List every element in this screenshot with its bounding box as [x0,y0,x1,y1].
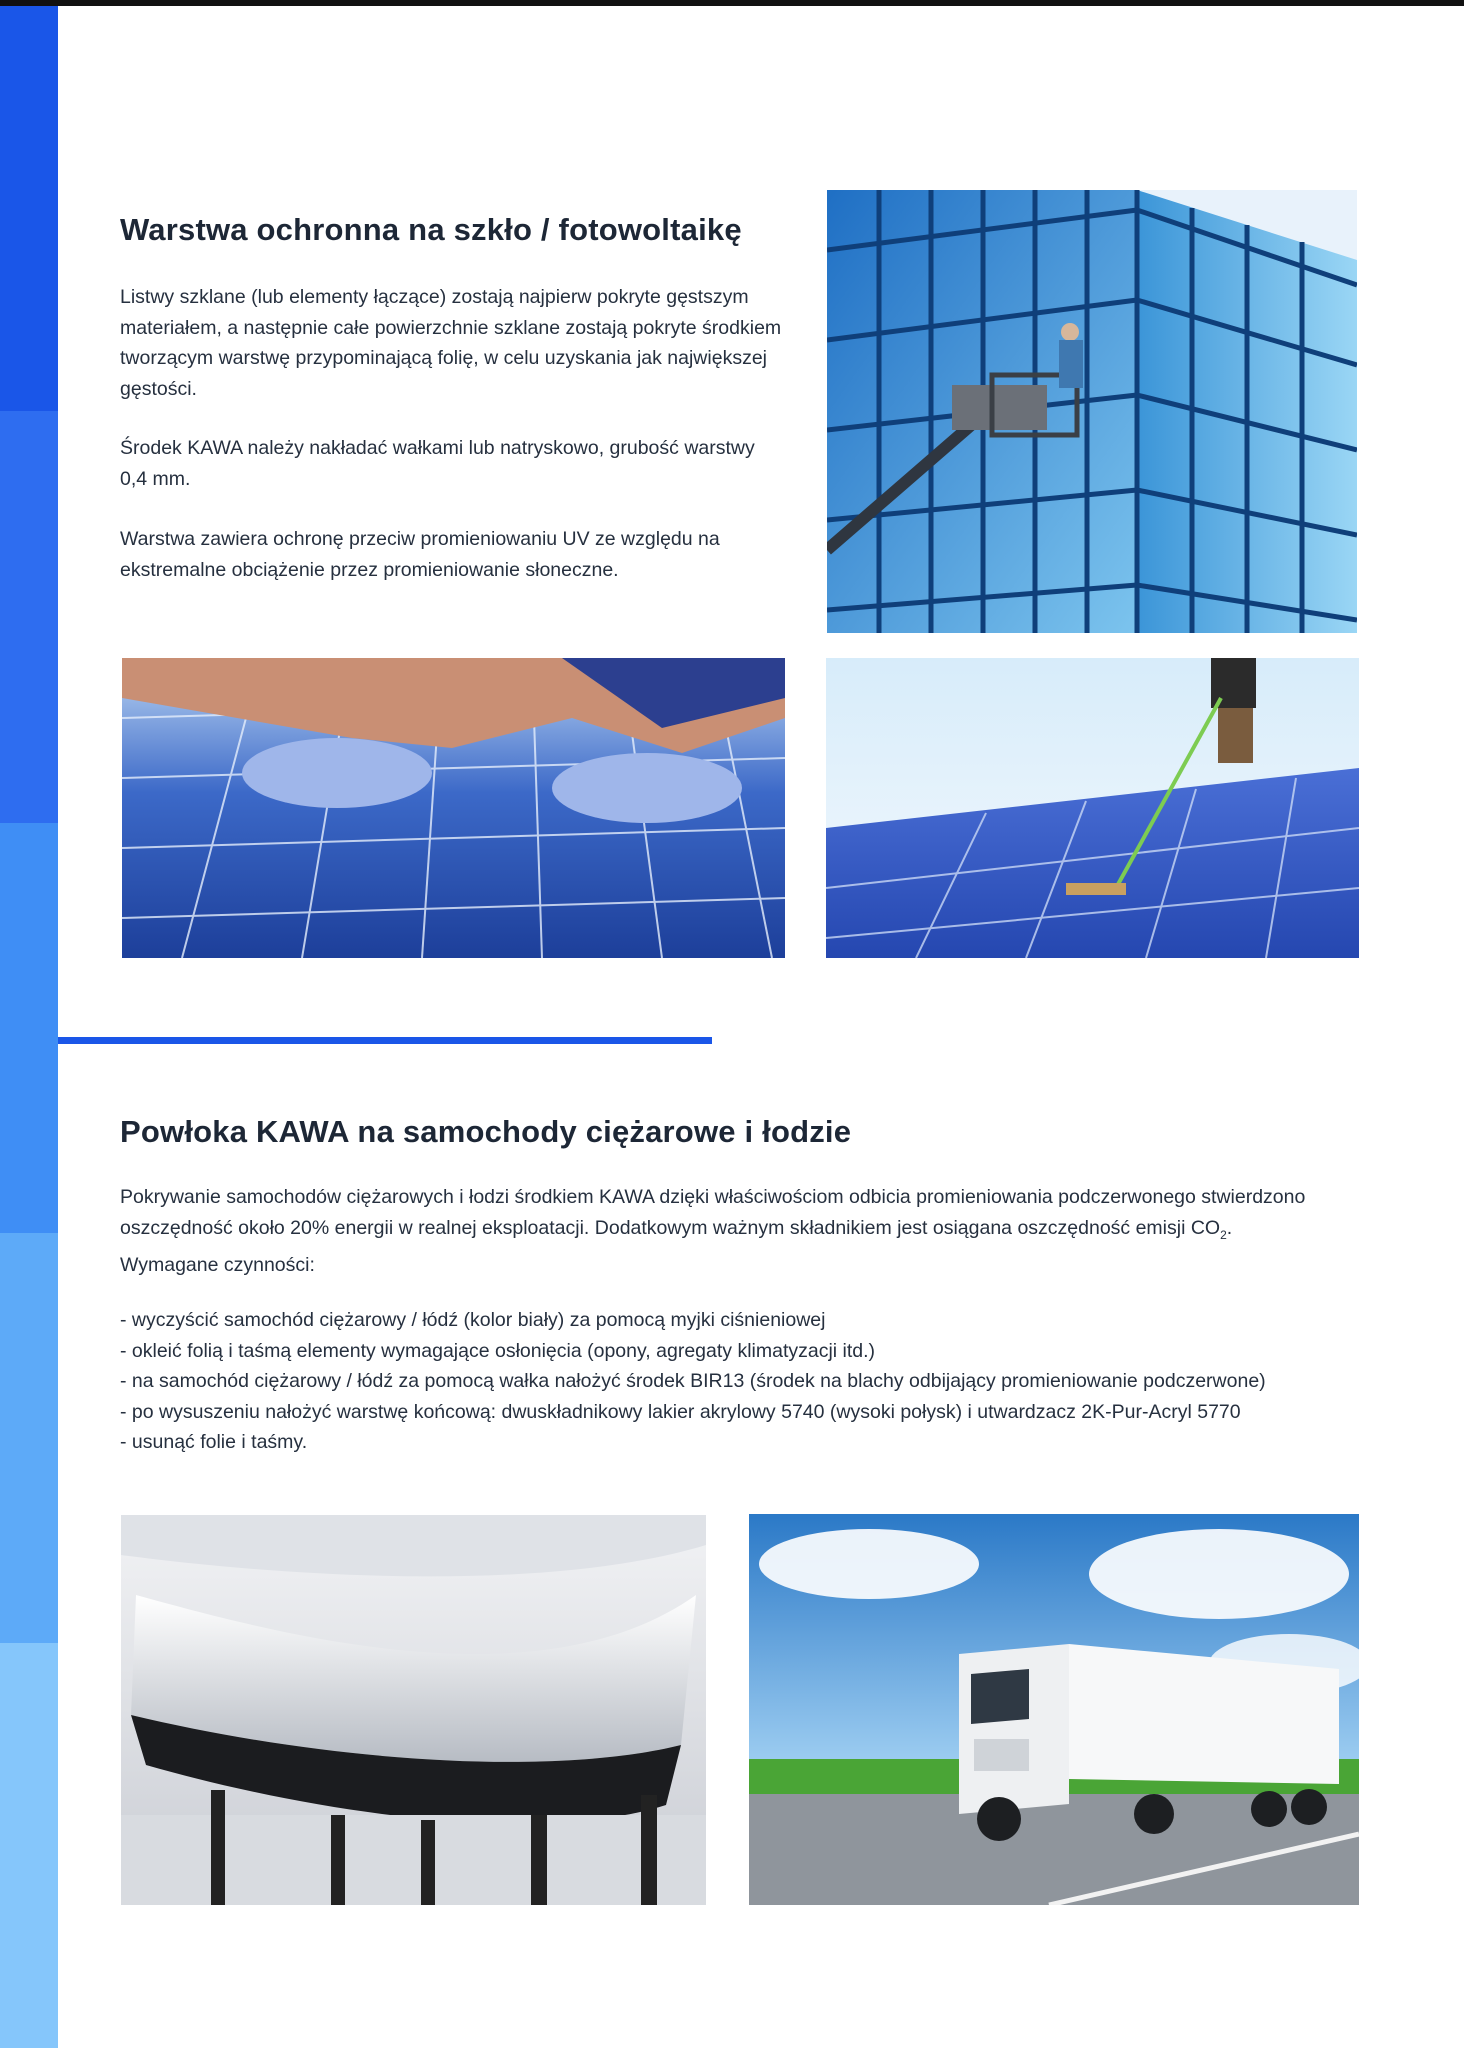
side-color-band [0,6,58,411]
side-color-band [0,1233,58,1643]
boat-hull-photo [121,1515,706,1905]
list-item: - usunąć folie i taśmy. [120,1431,308,1453]
section-divider [58,1037,712,1044]
paragraph-glass-2: Środek KAWA należy nakładać wałkami lub natryskowo, grubość warstwy 0,4 mm. [120,437,755,490]
glass-building-photo [827,190,1357,633]
top-rule [0,0,1464,6]
cleaning-solar-panel-photo [826,658,1359,958]
side-color-band [0,411,58,823]
section-title-trucks-boats: Powłoka KAWA na samochody ciężarowe i łodzie [120,1114,852,1149]
side-color-band [0,823,58,1233]
paragraph-glass-1: Listwy szklane (lub elementy łączące) zostają najpierw pokryte gęstszym materiałem, a następnie całe powierzchnie szklane zostają pokryte środkiem tworzącym warstwę przypominającą folię, w celu uzyskania jak największej gęstości. [120,286,782,400]
section-title-glass: Warstwa ochronna na szkło / fotowoltaikę [120,212,742,247]
required-actions-label: Wymagane czynności: [120,1253,315,1276]
white-truck-photo [749,1514,1359,1905]
paragraph-trucks-intro [120,1182,1370,1280]
side-color-band [0,1643,58,2048]
intro-text: Pokrywanie samochodów ciężarowych i łodzi środkiem KAWA dzięki właściwościom odbicia promieniowania podczerwonego stwierdzono oszczędność około 20% energii w realnej eksploatacji. Dodatkowym ważnym składnikiem jest osiągana oszczędność emisji CO [120,1186,1306,1239]
list-item: - wyczyścić samochód ciężarowy / łódź (kolor biały) za pomocą myjki ciśnieniowej [120,1309,826,1331]
co2-subscript: 2 [1220,1227,1227,1242]
list-item: - po wysuszeniu nałożyć warstwę końcową: dwuskładnikowy lakier akrylowy 5740 (wysoki połysk) i utwardzacz 2K-Pur-Acryl 5770 [120,1400,1241,1423]
steps-list [120,1305,1370,1458]
list-item: - na samochód ciężarowy / łódź za pomocą wałka nałożyć środek BIR13 (środek na blachy odbijający promieniowanie podczerwone) [120,1370,1266,1392]
hands-solar-panel-photo [122,658,785,958]
list-item: - okleić folią i taśmą elementy wymagające osłonięcia (opony, agregaty klimatyzacji itd.) [120,1339,876,1362]
paragraph-glass-3: Warstwa zawiera ochronę przeciw promieniowaniu UV ze względu na ekstremalne obciążenie przez promieniowanie słoneczne. [120,528,720,581]
intro-end: . [1226,1216,1233,1239]
